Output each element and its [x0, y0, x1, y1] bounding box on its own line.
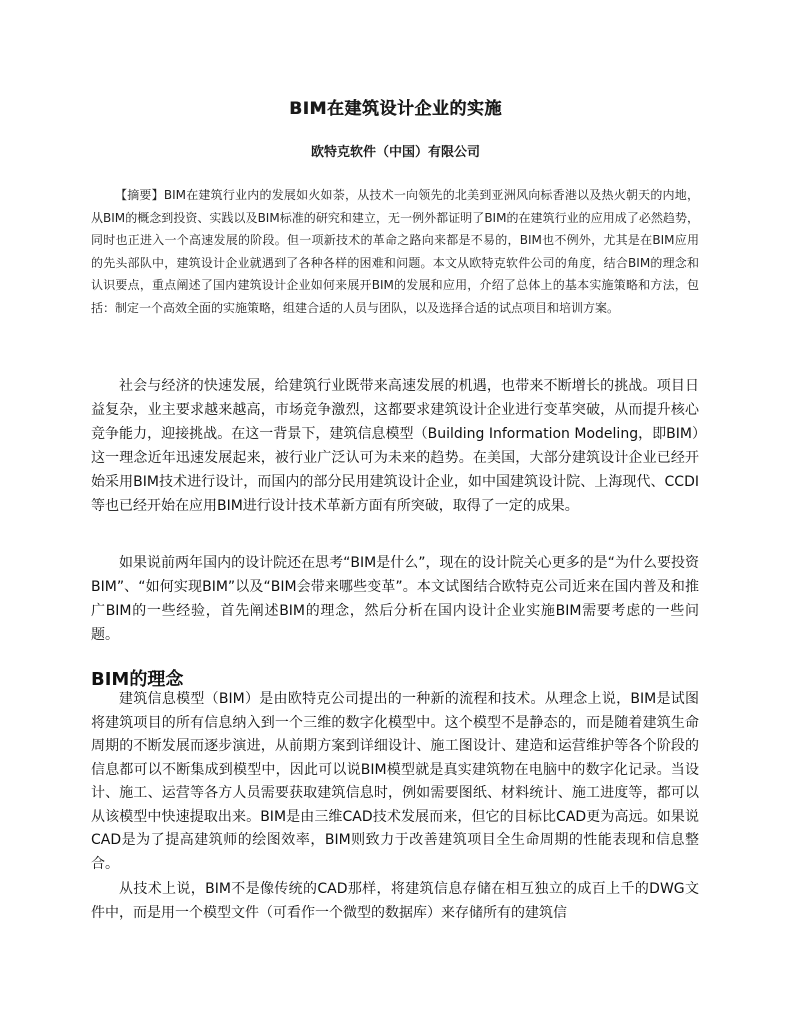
body-paragraph-2: 如果说前两年国内的设计院还在思考“BIM是什么”，现在的设计院关心更多的是“为什么要投资BIM”、“如何实现BIM”以及“BIM会带来哪些变革”。本文试图结合欧特克公司近来在国内普及和推广BIM的一些经验，首先阐述BIM的理念，然后分析在国内设计企业实施BIM需要考虑的一些问题。: [91, 555, 699, 643]
body-paragraph-4: 从技术上说，BIM不是像传统的CAD那样，将建筑信息存储在相互独立的成百上千的DWG文件中，而是用一个模型文件（可看作一个微型的数据库）来存储所有的建筑信: [91, 881, 699, 921]
document-title: BIM在建筑设计企业的实施: [289, 99, 502, 119]
company-name: 欧特克软件（中国）有限公司: [310, 145, 480, 160]
body-paragraph-1: 社会与经济的快速发展，给建筑行业既带来高速发展的机遇，也带来不断增长的挑战。项目日益复杂，业主要求越来越高，市场竞争激烈，这都要求建筑设计企业进行变革突破，从而提升核心竞争能力，迎接挑战。在这一背景下，建筑信息模型（Building Information Modeling，即BIM）这一理念近年迅速发展起来，被行业广泛认可为未来的趋势。在美国，大部分建筑设计企业已经开始采用BIM技术进行设计，而国内的部分民用建筑设计企业，如中国建筑设计院、上海现代、CCDI等也已经开始在应用BIM进行设计技术革新方面有所突破，取得了一定的成果。: [91, 378, 699, 514]
body-paragraph-3: 建筑信息模型（BIM）是由欧特克公司提出的一种新的流程和技术。从理念上说，BIM是试图将建筑项目的所有信息纳入到一个三维的数字化模型中。这个模型不是静态的，而是随着建筑生命周期的不断发展而逐步演进，从前期方案到详细设计、施工图设计、建造和运营维护等各个阶段的信息都可以不断集成到模型中，因此可以说BIM模型就是真实建筑物在电脑中的数字化记录。当设计、施工、运营等各方人员需要获取建筑信息时，例如需要图纸、材料统计、施工进度等，都可以从该模型中快速提取出来。BIM是由三维CAD技术发展而来，但它的目标比CAD更为高远。如果说CAD是为了提高建筑师的绘图效率，BIM则致力于改善建筑项目全生命周期的性能表现和信息整合。: [91, 691, 699, 872]
section-heading: BIM的理念: [91, 669, 184, 690]
abstract-paragraph: 【摘要】BIM在建筑行业内的发展如火如荼，从技术一向领先的北美到亚洲风向标香港以及热火朝天的内地，从BIM的概念到投资、实践以及BIM标准的研究和建立，无一例外都证明了BIM的在建筑行业的应用成了必然趋势，同时也正进入一个高速发展的阶段。但一项新技术的革命之路向来都是不易的，BIM也不例外，尤其是在BIM应用的先头部队中，建筑设计企业就遇到了各种各样的困难和问题。本文从欧特克软件公司的角度，结合BIM的理念和认识要点，重点阐述了国内建筑设计企业如何来展开BIM的发展和应用，介绍了总体上的基本实施策略和方法，包括：制定一个高效全面的实施策略，组建合适的人员与团队，以及选择合适的试点项目和培训方案。: [91, 188, 699, 315]
